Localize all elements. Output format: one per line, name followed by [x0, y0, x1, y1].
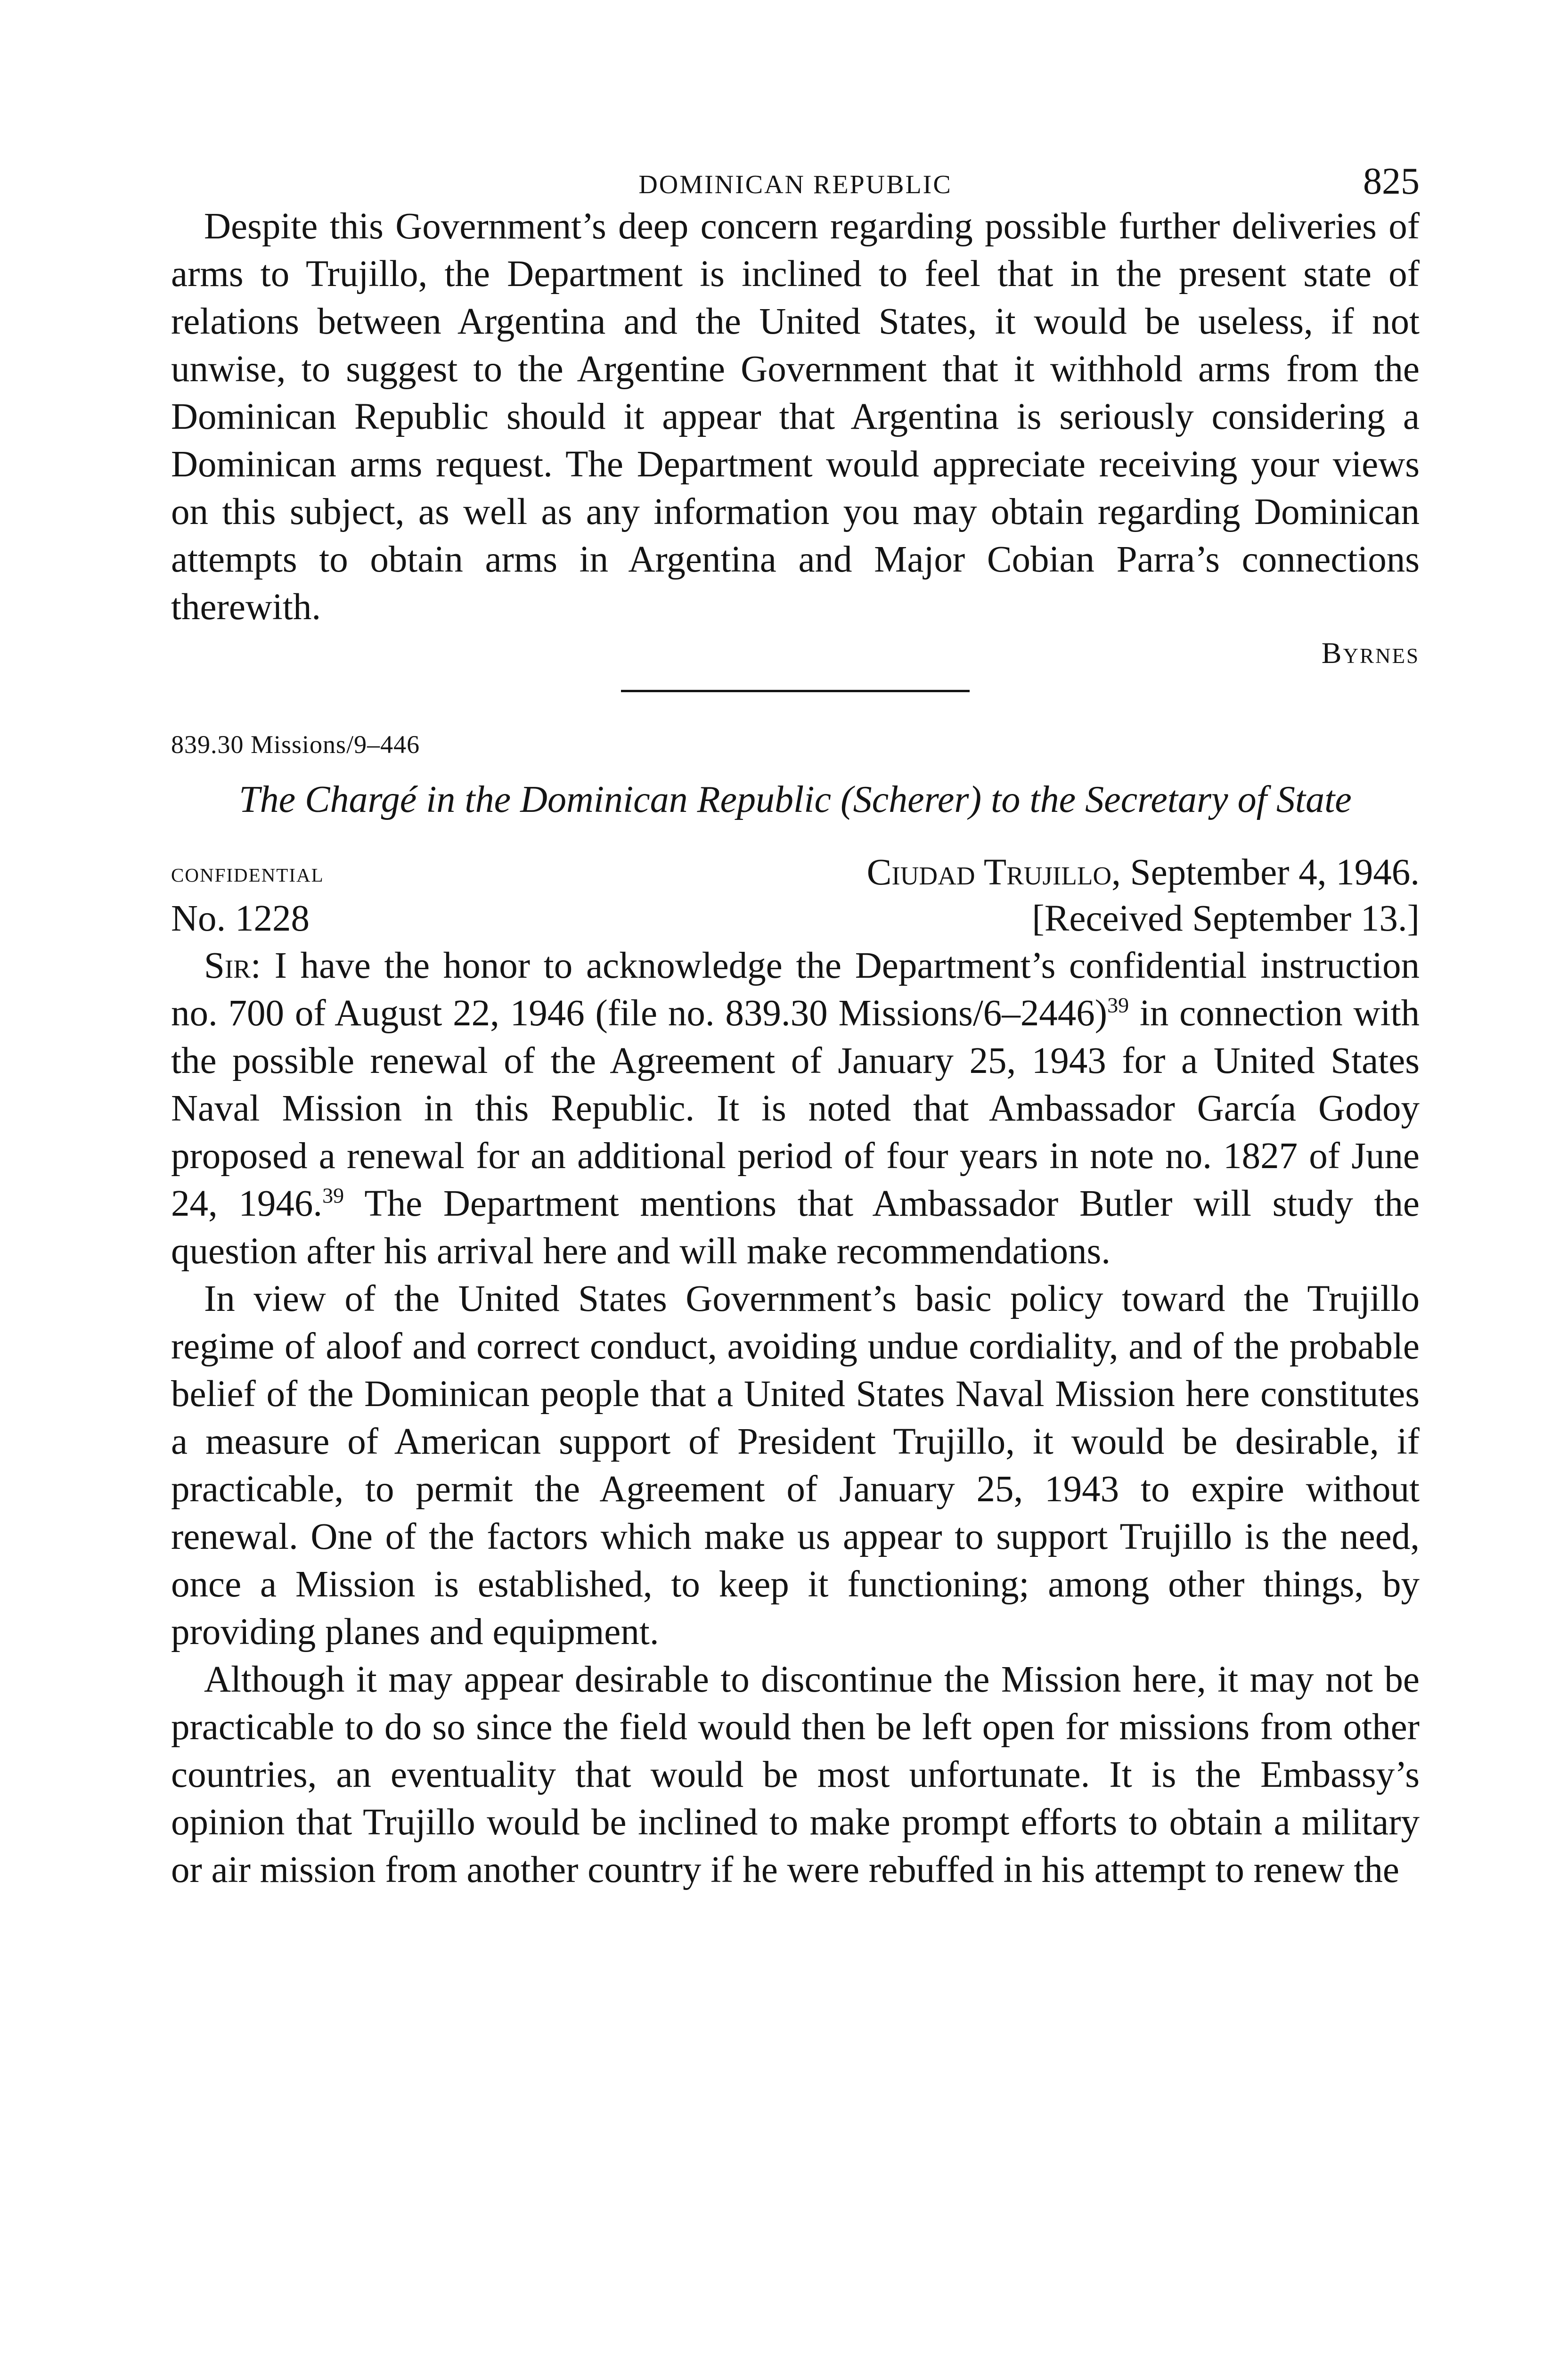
paragraph-byrnes-instruction: Despite this Government’s deep concern regarding possible further deliveries of arms to Trujillo, the Department is inclined to feel that in the present state of relations between Argentina and the United States, it would be useless, if not unwise, to suggest to the Argentine Government that it withhold arms from the Dominican Republic should it appear that Argentina is seriously considering a Dominican arms request. The Department would appreciate receiving your views on this subject, as well as any information you may obtain regarding Dominican attempts to obtain arms in Argentina and Major Cobian Parra’s connections therewith. — [171, 206, 1420, 628]
salutation: Sir: — [204, 945, 261, 986]
document-number: No. 1228 — [171, 898, 310, 939]
meta-row-classification — [171, 850, 1420, 896]
document-page — [171, 160, 1420, 1894]
dateline — [867, 850, 1420, 896]
paragraph-text: The Department mentions that Ambassador Butler will study the question after his arrival here and will make recommendations. — [171, 1183, 1420, 1272]
paragraph-text: in connection with the possible renewal of the Agreement of January 25, 1943 for a United States Naval Mission in this Republic. It is noted that Ambassador García Godoy proposed a renewal for an additional period of four years in note no. 1827 of June 24, 1946. — [171, 993, 1420, 1224]
paragraph-text: I have the honor to acknowledge the Department’s confidential instruction no. 700 of August 22, 1946 (file no. 839.30 Missions/6–2446) — [171, 945, 1420, 1034]
meta-row-number — [171, 896, 1420, 942]
paragraph-policy: In view of the United States Government’s basic policy toward the Trujillo regime of aloof and correct conduct, avoiding undue cordiality, and of the probable belief of the Dominican people that a United States Naval Mission here constitutes a measure of American support of President Trujillo, it would be desirable, if practicable, to permit the Agreement of January 25, 1943 to expire without renewal. One of the factors which make us appear to support Trujillo is the need, once a Mission is established, to keep it functioning; among other things, by providing planes and equipment. — [171, 1278, 1420, 1652]
document-title: The Chargé in the Dominican Republic (Scherer) to the Secretary of State — [239, 779, 1352, 820]
date: September 4, 1946. — [1120, 852, 1420, 893]
file-reference: 839.30 Missions/9–446 — [171, 730, 420, 759]
place-name: Ciudad Trujillo, — [866, 852, 1121, 893]
classification-label: confidential — [171, 857, 324, 888]
signature-byrnes: Byrnes — [1321, 636, 1420, 670]
section-divider — [621, 690, 970, 692]
footnote-ref: 39 — [1107, 993, 1129, 1017]
document-meta — [171, 850, 1420, 942]
page-number: 825 — [1363, 161, 1420, 202]
paragraph-acknowledgement — [171, 942, 1420, 1275]
running-title: DOMINICAN REPUBLIC — [638, 170, 952, 199]
running-head — [171, 160, 1420, 203]
footnote-ref: 39 — [322, 1183, 344, 1208]
paragraph-mission: Although it may appear desirable to discontinue the Mission here, it may not be practicable to do so since the field would then be left open for missions from other countries, an eventuality that would be most unfortunate. It is the Embassy’s opinion that Trujillo would be inclined to make prompt efforts to obtain a military or air mission from another country if he were rebuffed in his attempt to renew the — [171, 1659, 1420, 1890]
received-date: [Received September 13.] — [1032, 898, 1420, 939]
